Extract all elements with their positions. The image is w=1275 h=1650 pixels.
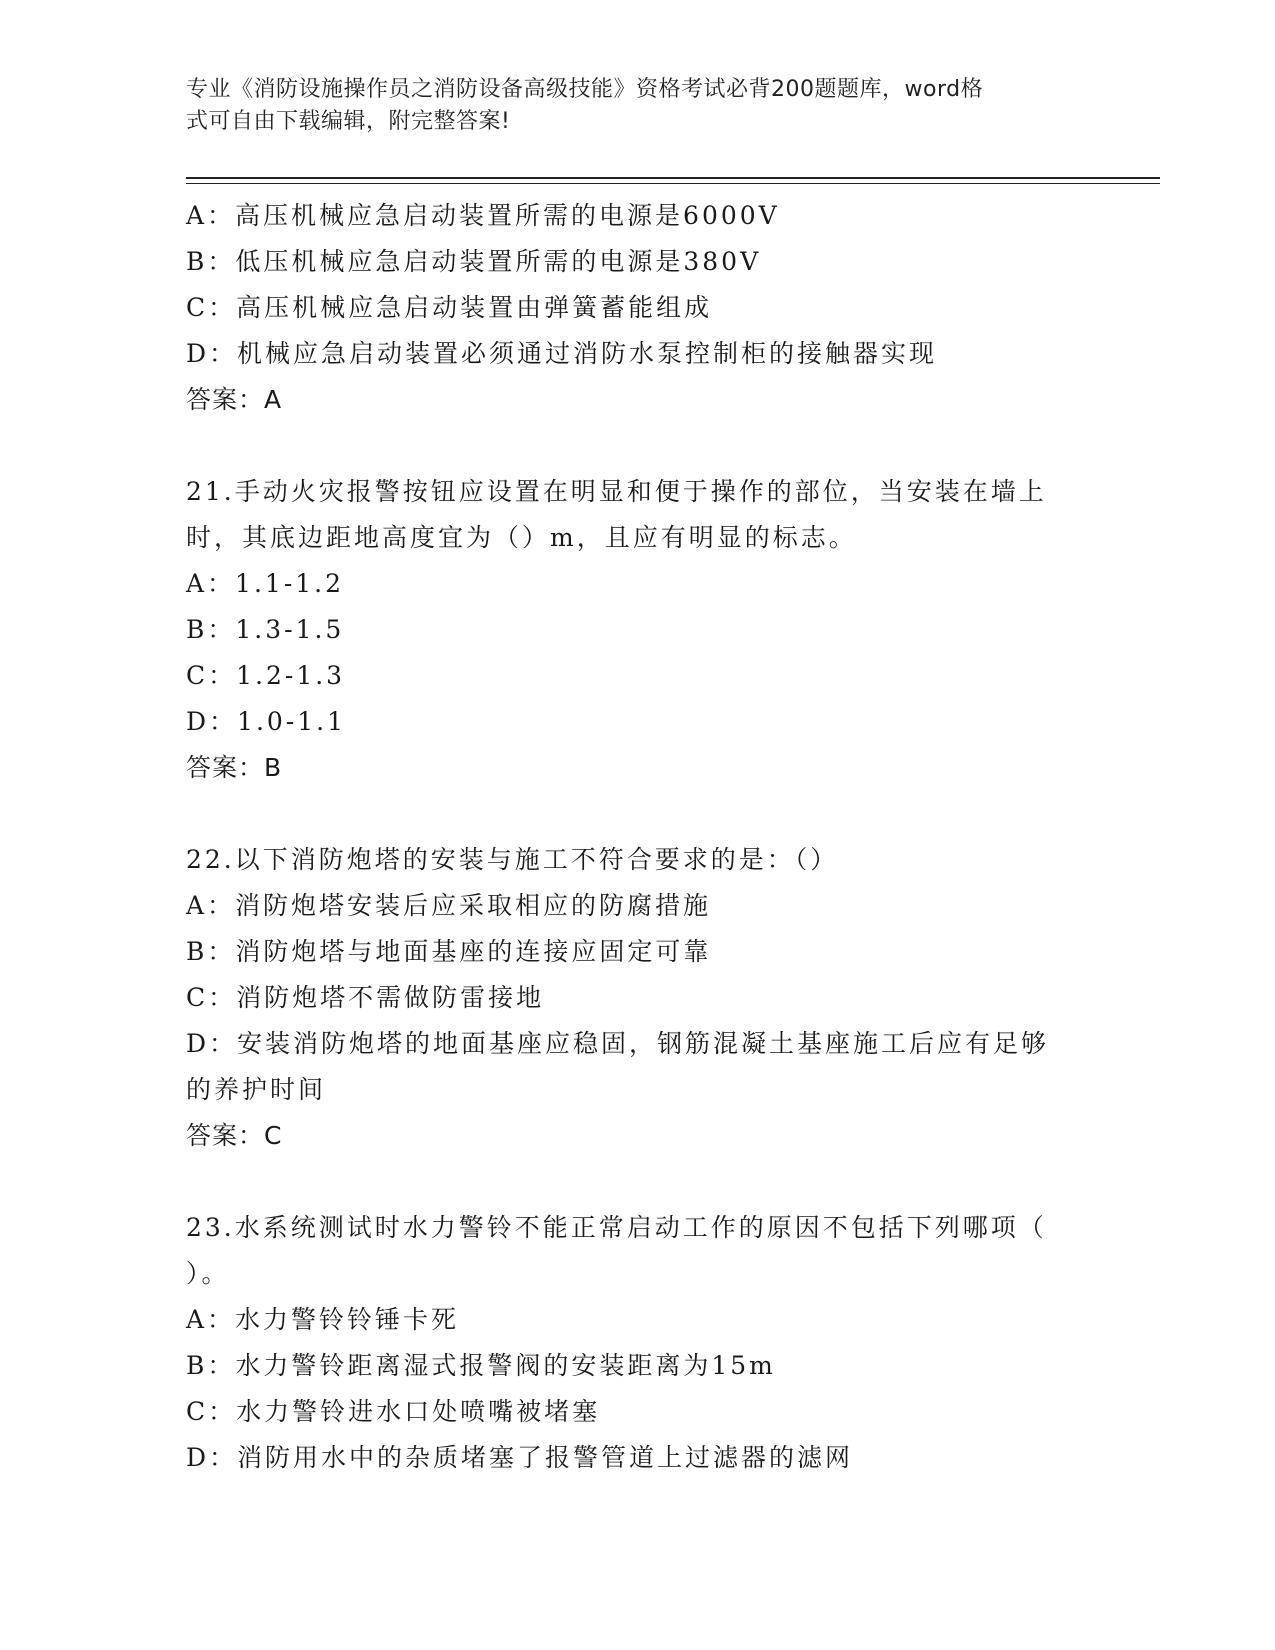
option-d: D：安装消防炮塔的地面基座应稳固，钢筋混凝土基座施工后应有足够 — [186, 1029, 1050, 1058]
option-d: D：机械应急启动装置必须通过消防水泵控制柜的接触器实现 — [186, 339, 938, 368]
option-a: A：高压机械应急启动装置所需的电源是6000V — [186, 201, 780, 230]
question-block-23 — [186, 1205, 1086, 1481]
question-content — [186, 193, 1086, 1481]
question-stem: 时，其底边距地高度宜为（）m，且应有明显的标志。 — [186, 523, 857, 552]
option-c: C：水力警铃进水口处喷嘴被堵塞 — [186, 1397, 601, 1426]
option-c: C：消防炮塔不需做防雷接地 — [186, 983, 545, 1012]
option-b: B：水力警铃距离湿式报警阀的安装距离为15m — [186, 1351, 776, 1380]
header-divider — [186, 177, 1160, 179]
option-c: C：1.2-1.3 — [186, 661, 346, 690]
document-header — [186, 74, 1086, 138]
answer-line: 答案：C — [186, 1121, 283, 1150]
answer-line: 答案：A — [186, 385, 283, 414]
header-divider-thin — [186, 183, 1160, 184]
option-b: B：1.3-1.5 — [186, 615, 345, 644]
option-a: A：水力警铃铃锤卡死 — [186, 1305, 460, 1334]
option-a: A：1.1-1.2 — [186, 569, 345, 598]
question-block-21 — [186, 469, 1086, 791]
question-block-prev — [186, 193, 1086, 423]
option-c: C：高压机械应急启动装置由弹簧蓄能组成 — [186, 293, 713, 322]
option-a: A：消防炮塔安装后应采取相应的防腐措施 — [186, 891, 712, 920]
option-b: B：消防炮塔与地面基座的连接应固定可靠 — [186, 937, 712, 966]
option-d: D：1.0-1.1 — [186, 707, 347, 736]
option-d: D：消防用水中的杂质堵塞了报警管道上过滤器的滤网 — [186, 1443, 854, 1472]
question-stem: ）。 — [186, 1259, 230, 1288]
question-stem: 22.以下消防炮塔的安装与施工不符合要求的是：（） — [186, 845, 839, 874]
answer-line: 答案：B — [186, 753, 283, 782]
option-b: B：低压机械应急启动装置所需的电源是380V — [186, 247, 762, 276]
question-stem: 23.水系统测试时水力警铃不能正常启动工作的原因不包括下列哪项（ — [186, 1213, 1047, 1242]
question-block-22 — [186, 837, 1086, 1159]
header-line: 专业《消防设施操作员之消防设备高级技能》资格考试必背200题题库，word格 — [186, 77, 984, 102]
header-line: 式可自由下载编辑，附完整答案! — [186, 109, 511, 134]
option-d-continued: 的养护时间 — [186, 1075, 327, 1104]
question-stem: 21.手动火灾报警按钮应设置在明显和便于操作的部位，当安装在墙上 — [186, 477, 1047, 506]
